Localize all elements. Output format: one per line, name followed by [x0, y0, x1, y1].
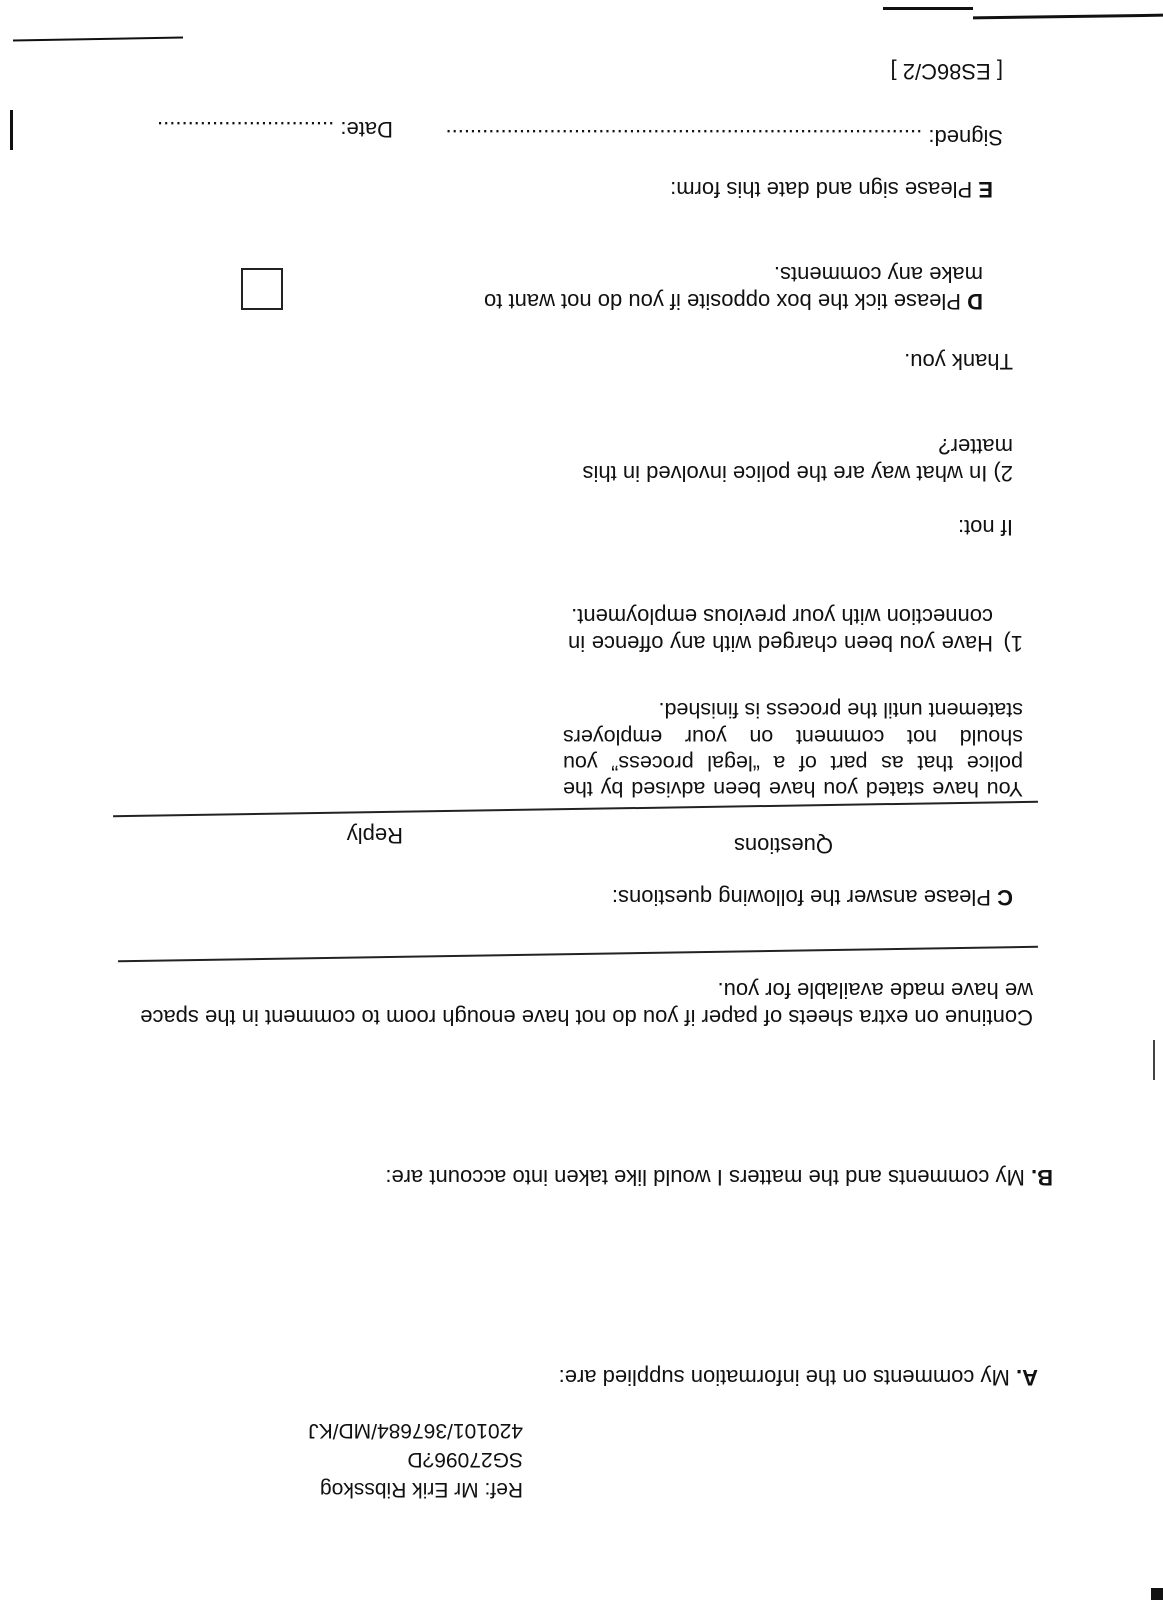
date-label: Date:: [340, 117, 393, 142]
section-d-letter: D: [967, 289, 983, 314]
scan-edge-mark: [13, 37, 183, 42]
section-e: [493, 175, 993, 202]
question-1: [553, 602, 1023, 656]
divider-columns: [113, 801, 1038, 818]
questions-header: Questions: [733, 833, 833, 858]
section-c: [113, 883, 1013, 910]
reference-code-1: SG27096?D: [407, 1448, 523, 1472]
question-2-label: 2): [993, 461, 1013, 486]
divider-top: [118, 946, 1038, 962]
section-c-text: Please answer the following questions:: [611, 885, 991, 910]
form-code: [ ES86C/2 ]: [890, 59, 1003, 84]
reference-code-2: 420101/367684/MD/KJ: [308, 1418, 523, 1442]
section-b-text: My comments and the matters I would like taken into account are:: [385, 1165, 1025, 1190]
question-1-text: Have you been charged with any offence in connection with your previous employment.: [568, 604, 993, 656]
if-not-label: If not:: [957, 515, 1013, 540]
signed-label: Signed:: [928, 125, 1003, 150]
section-a: [138, 1363, 1038, 1390]
section-d: [463, 260, 983, 314]
reply-header: Reply: [346, 823, 403, 848]
question-2-text: In what way are the police involved in this matter?: [582, 434, 1013, 486]
date-dots: .............................: [157, 117, 335, 142]
section-d-text: Please tick the box opposite if you do not want to make any comments.: [484, 262, 983, 314]
signature-line[interactable]: [403, 123, 1003, 150]
section-c-letter: C: [997, 885, 1013, 910]
scan-edge-mark: [883, 7, 973, 10]
scan-edge-mark: [10, 110, 13, 150]
section-a-text: My comments on the information supplied are:: [558, 1365, 1010, 1390]
date-line[interactable]: [93, 115, 393, 142]
reference-block: [203, 1413, 523, 1502]
scan-corner-mark: [1151, 1588, 1163, 1600]
section-e-letter: E: [978, 177, 993, 202]
continuation-note: Continue on extra sheets of paper if you do not have enough room to comment in the space we have made available for you.: [140, 978, 1033, 1030]
section-b-letter: B.: [1031, 1165, 1053, 1190]
question-intro: You have stated you have been advised by the police that as part of a “legal process” you should not comment on your employers statement until the process is finished.: [563, 698, 1023, 801]
scan-edge-mark: [973, 14, 1163, 20]
no-comment-checkbox[interactable]: [241, 268, 283, 310]
question-2: [543, 432, 1013, 486]
section-b: [153, 1163, 1053, 1190]
signed-dots: ..............................................................................: [445, 125, 923, 150]
question-1-label: 1): [1003, 631, 1023, 656]
section-a-letter: A.: [1016, 1365, 1038, 1390]
scan-edge-mark: [1153, 1040, 1155, 1080]
thank-you: Thank you.: [904, 349, 1013, 374]
section-e-text: Please sign and date this form:: [670, 177, 973, 202]
reference-name: Ref: Mr Erik Ribsskog: [319, 1478, 523, 1501]
